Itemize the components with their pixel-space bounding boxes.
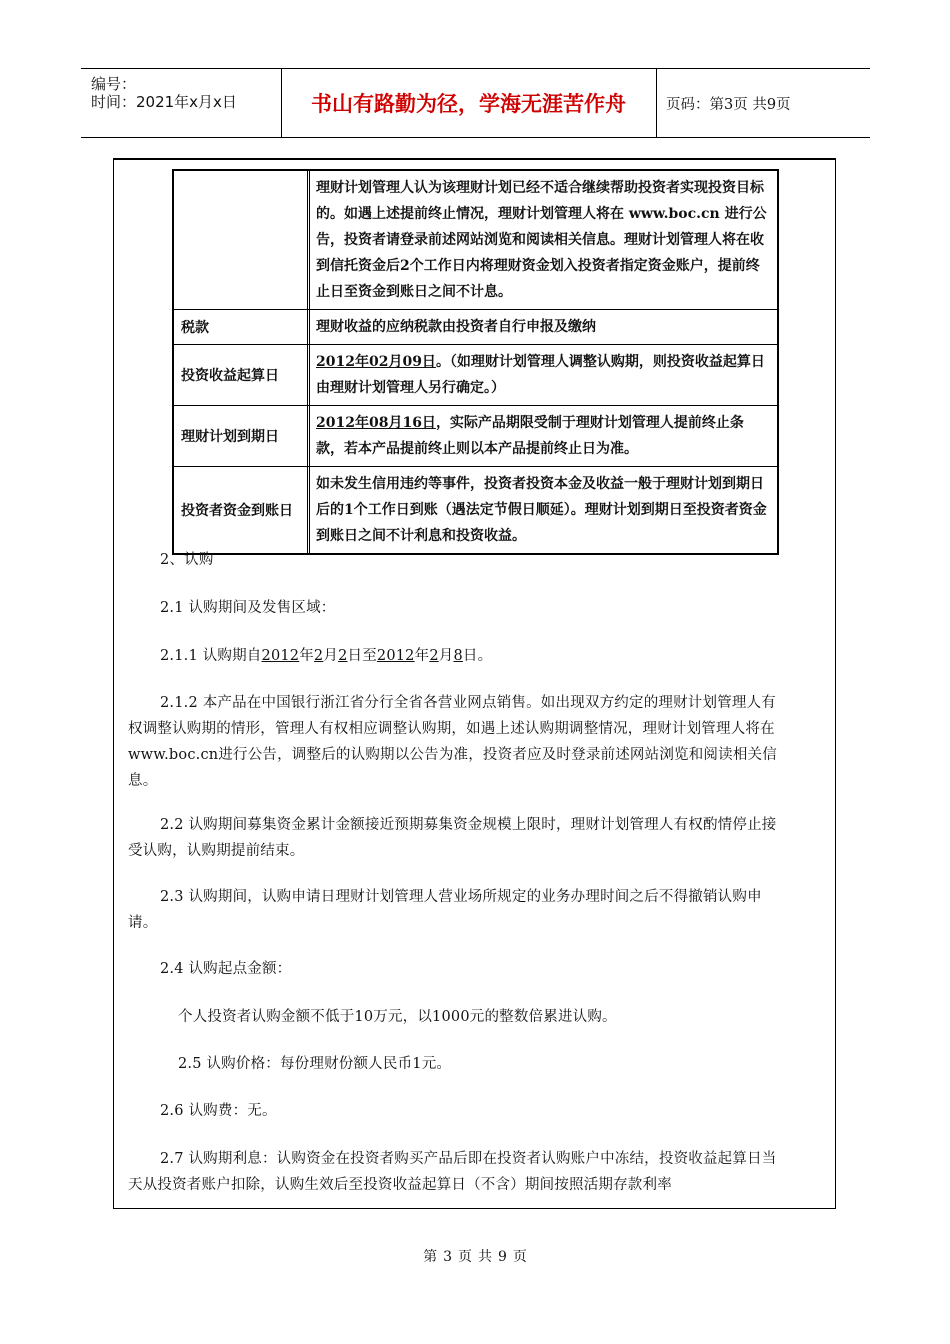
footer-page: 3 (443, 1249, 452, 1265)
tax-label: 税款 (174, 310, 310, 344)
end-date-label: 理财计划到期日 (174, 406, 310, 466)
section-heading: 2、认购 (160, 552, 214, 568)
header-meta (81, 69, 282, 137)
table-row (174, 310, 777, 345)
arrival-date-label: 投资者资金到账日 (174, 467, 310, 553)
document-time: 时间：2021年x月x日 (91, 93, 237, 111)
table-row (174, 345, 777, 406)
start-date-cell (310, 345, 777, 405)
page-header (81, 68, 870, 138)
table-row (174, 406, 777, 467)
document-number: 编号： (91, 75, 137, 93)
clause-2-1-2: 2.1.2 本产品在中国银行浙江省分行全省各营业网点销售。如出现双方约定的理财计划管理人有权调整认购期的情形，管理人有权相应调整认购期，如遇上述认购期调整情况，理财计划管理人将在www.boc.cn进行公告，调整后的认购期以公告为准，投资者应及时登录前述网站浏览和阅读相关信息。 (128, 695, 777, 789)
end-date-value: 2012年08月16日 (316, 415, 436, 431)
start-date-value: 2012年02月09日 (316, 354, 436, 370)
start-date-label: 投资收益起算日 (174, 345, 310, 405)
end-date-text: ，实际产品期限受制于理财计划管理人提前终止条款，若本产品提前终止则以本产品提前终止日为准。 (316, 415, 744, 457)
arrival-date-text: 如未发生信用违约等事件，投资者投资本金及收益一般于理财计划到期日后的1个工作日到账（遇法定节假日顺延）。理财计划到期日至投资者资金到账日之间不计利息和投资收益。 (316, 476, 767, 544)
end-date-cell (310, 406, 777, 466)
row-label-empty (174, 171, 310, 309)
product-terms-table (172, 169, 779, 555)
clause-2-4-detail: 个人投资者认购金额不低于10万元，以1000元的整数倍累进认购。 (178, 1009, 617, 1025)
clause-2-2: 2.2 认购期间募集资金累计金额接近预期募集资金规模上限时，理财计划管理人有权酌情停止接受认购，认购期提前结束。 (128, 817, 777, 859)
clause-2-1-1: 2.1.1 认购期自2012年2月2日至2012年2月8日。 (160, 648, 493, 664)
clause-2-1: 2.1 认购期间及发售区域： (160, 600, 336, 616)
clause-2-3: 2.3 认购期间，认购申请日理财计划管理人营业场所规定的业务办理时间之后不得撤销认购申请。 (128, 889, 762, 931)
header-page-number: 页码：第3页 共9页 (666, 97, 791, 113)
early-termination-text: 理财计划管理人认为该理财计划已经不适合继续帮助投资者实现投资目标的。如遇上述提前终止情况，理财计划管理人将在 www.boc.cn 进行公告，投资者请登录前述网站浏览和阅读相关信息。理财计划管理人将在收到信托资金后2个工作日内将理财资金划入投资者指定资金账户，提前终止日至资金到账日之间不计息。 (316, 180, 767, 300)
clause-2-6: 2.6 认购费：无。 (160, 1103, 277, 1119)
footer-total: 9 (498, 1249, 507, 1265)
clause-2-5: 2.5 认购价格：每份理财份额人民币1元。 (178, 1056, 452, 1072)
page-footer: 第 3 页 共 9 页 (423, 1249, 527, 1265)
table-row (174, 171, 777, 310)
clause-2-4: 2.4 认购起点金额： (160, 961, 292, 977)
table-row (174, 467, 777, 553)
start-date-text: 。（如理财计划管理人调整认购期，则投资收益起算日由理财计划管理人另行确定。） (316, 354, 765, 396)
tax-text: 理财收益的应纳税款由投资者自行申报及缴纳 (316, 319, 596, 335)
header-motto: 书山有路勤为径，学海无涯苦作舟 (281, 69, 657, 137)
clause-2-7: 2.7 认购期利息：认购资金在投资者购买产品后即在投资者认购账户中冻结，投资收益起算日当天从投资者账户扣除，认购生效后至投资收益起算日（不含）期间按照活期存款利率 (128, 1151, 777, 1193)
